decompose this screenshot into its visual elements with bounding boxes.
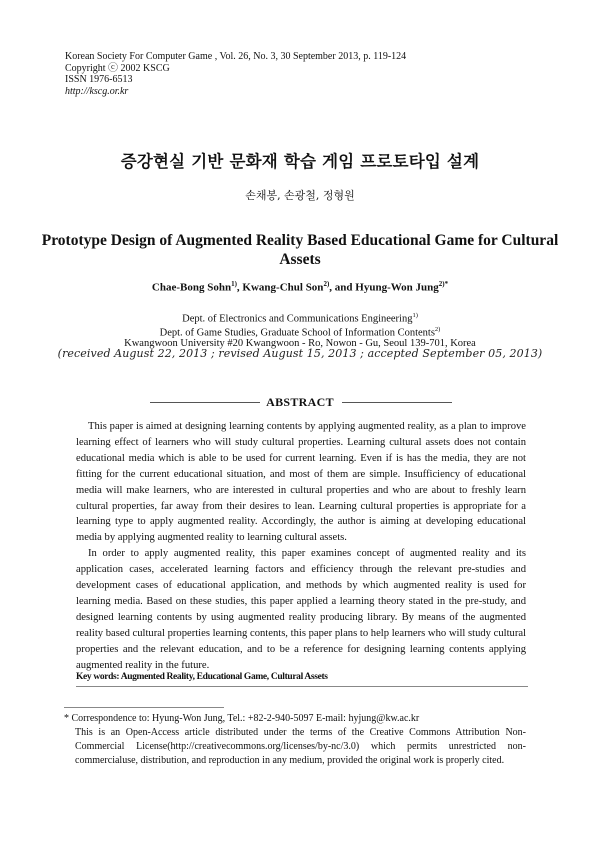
korean-authors: 손채봉, 손광철, 정형원 [245, 189, 355, 202]
keywords-divider [76, 686, 528, 687]
issn-line: ISSN 1976-6513 [65, 74, 133, 85]
author-separator: , and [329, 281, 356, 294]
journal-url-link[interactable]: http://kscg.or.kr [65, 85, 129, 97]
keywords: Key words: Augmented Reality, Educational Game, Cultural Assets [76, 672, 328, 682]
english-authors [0, 280, 600, 294]
author-1-affil: 1) [231, 280, 237, 288]
abstract-paragraph-1: This paper is aimed at designing learning contents by applying augmented reality, as a plan to improve learning effect of learners who will study cultural properties. Learning cultural assets does not contain educational media which is able to be used for current learning. Even if is has the media, they are not fitting for the current educational situation, and most of them are simple. Insufficiency of educational media will make learners, who are interested in cultural properties and who are about to freshly learn cultural properties, far away from their desires to lean. Learning cultural properties is appropriate for a learning type to apply augmented reality. Accordingly, the author is aiming at developing educational media by applying augmented reality to learning cultural assets. [76, 421, 526, 544]
author-3-affil: 2)* [438, 280, 449, 288]
affiliation-1-marker: 1) [412, 312, 418, 319]
footnote [64, 712, 526, 768]
copyright-line: Copyright ⓒ 2002 KSCG [65, 62, 170, 74]
author-3: Hyung-Won Jung [355, 281, 439, 294]
affiliation-2-text: Dept. of Game Studies, Graduate School of Information Contents [159, 327, 435, 339]
author-2: Kwang-Chul Son [242, 281, 324, 294]
korean-title: 증강현실 기반 문화재 학습 게임 프로토타입 설계 [120, 152, 480, 171]
author-separator: , [236, 281, 243, 294]
author-2-affil: 2) [323, 280, 330, 288]
journal-citation: Korean Society For Computer Game , Vol. 26, No. 3, 30 September 2013, p. 119-124 [65, 51, 407, 62]
abstract-body [76, 419, 526, 674]
affiliation-2-marker: 2) [434, 326, 441, 333]
affiliation-address: Kwangwoon University #20 Kwangwoon - Ro, Nowon - Gu, Seoul 139-701, Korea [124, 338, 476, 349]
abstract-heading: ABSTRACT [266, 395, 334, 409]
correspondence-note: * Correspondence to: Hyung-Won Jung, Tel.: +82-2-940-5097 E-mail: hyjung@kw.ac.kr [64, 713, 420, 724]
abstract-paragraph-2: In order to apply augmented reality, this paper examines concept of augmented reality and its application cases, accelerated learning factors and efficiency through the relevant pre-studies and development cases of educational application, and methods by which augmented reality is used for learning media. Based on these studies, this paper applied a learning theory stated in the pre-study, and designed learning contents by using augmented reality producing library. By means of the augmented reality based cultural properties learning contents, this paper plans to help learners who will study cultural properties and the relevant education, and to be a reference for designing learning contents applying augmented reality in the future. [76, 548, 526, 671]
affiliation-1-text: Dept. of Electronics and Communications Engineering [182, 313, 413, 325]
received-dates: (received August 22, 2013 ; revised August 15, 2013 ; accepted September 05, 2013) [57, 347, 543, 360]
footnote-divider [64, 707, 224, 708]
english-title: Prototype Design of Augmented Reality Based Educational Game for Cultural Assets [41, 232, 559, 268]
author-1: Chae-Bong Sohn [151, 281, 232, 294]
license-note: This is an Open-Access article distributed under the terms of the Creative Commons Attribution Non-Commercial License(http://creativecommons.org/licenses/by-nc/3.0) which permits unrestricted non-commercialuse, distribution, and reproduction in any medium, provided the original work is properly cited. [75, 727, 526, 766]
journal-header [65, 51, 406, 97]
